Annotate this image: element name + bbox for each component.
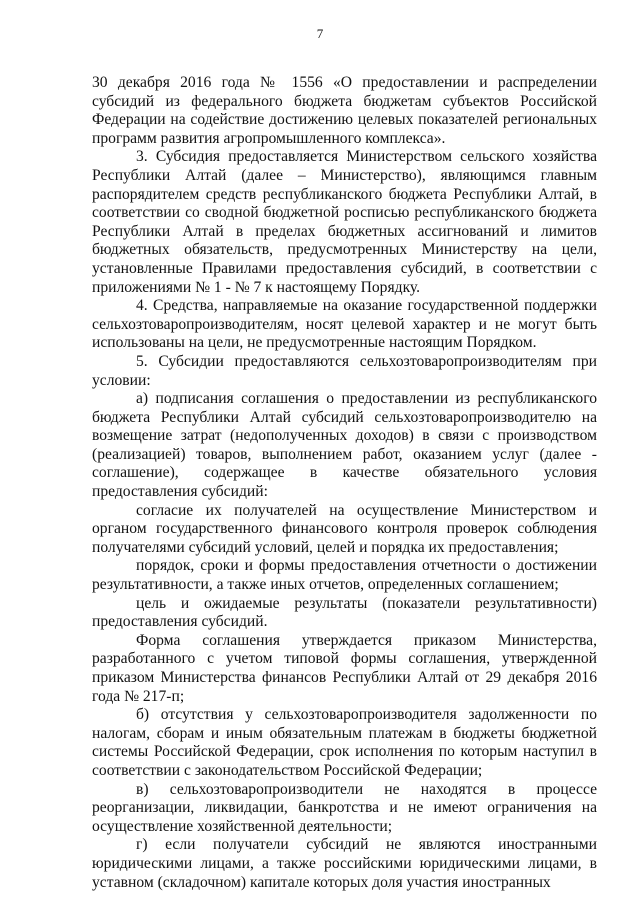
paragraph-4: 4. Средства, направляемые на оказание государственной поддержки сельхозтоваропроизводителям, носят целевой характер и не могут быть использованы на цели, не предусмотренные настоящим Порядком.: [92, 297, 597, 352]
page-number: 7: [316, 26, 324, 41]
paragraph-5: 5. Субсидии предоставляются сельхозтоваропроизводителям при условии:: [92, 352, 597, 389]
paragraph-5-a-reporting: порядок, сроки и формы предоставления отчетности о достижении результативности, а также иных отчетов, определенных соглашением;: [92, 557, 597, 594]
paragraph-continuation: 30 декабря 2016 года № 1556 «О предоставлении и распределении субсидий из федерального бюджета бюджетам субъектов Российской Федерации на содействие достижению целевых показателей региональных программ развития агропромышленного комплекса».: [92, 74, 597, 147]
paragraph-3: 3. Субсидия предоставляется Министерством сельского хозяйства Республики Алтай (далее – Министерство), являющимся главным распорядителем средств республиканского бюджета Республики Алтай, в соответствии со сводной бюджетной росписью республиканского бюджета Республики Алтай в пределах бюджетных ассигнований и лимитов бюджетных обязательств, предусмотренных Министерству на цели, установленные Правилами предоставления субсидий, в соответствии с приложениями № 1 - № 7 к настоящему Порядку.: [92, 148, 597, 296]
paragraph-5-b: б) отсутствия у сельхозтоваропроизводителя задолженности по налогам, сборам и иным обязательным платежам в бюджеты бюджетной системы Российской Федерации, срок исполнения по которым наступил в соответствии с законодательством Российской Федерации;: [92, 706, 597, 779]
document-body: [92, 74, 597, 892]
paragraph-5-v: в) сельхозтоваропроизводители не находятся в процессе реорганизации, ликвидации, банкротства и не имеют ограничения на осуществление хозяйственной деятельности;: [92, 780, 597, 835]
paragraph-5-g: г) если получатели субсидий не являются иностранными юридическими лицами, а также российскими юридическими лицами, в уставном (складочном) капитале которых доля участия иностранных: [92, 836, 597, 891]
paragraph-5-a-goal: цель и ожидаемые результаты (показатели результативности) предоставления субсидий.: [92, 594, 597, 631]
paragraph-5-a-form: Форма соглашения утверждается приказом Министерства, разработанного с учетом типовой формы соглашения, утвержденной приказом Министерства финансов Республики Алтай от 29 декабря 2016 года № 217-п;: [92, 631, 597, 705]
paragraph-5-a: а) подписания соглашения о предоставлении из республиканского бюджета Республики Алтай субсидий сельхозтоваропроизводителю на возмещение затрат (недополученных доходов) в связи с производством (реализацией) товаров, выполнением работ, оказанием услуг (далее - соглашение), содержащее в качестве обязательного условия предоставления субсидий:: [92, 390, 597, 501]
paragraph-5-a-consent: согласие их получателей на осуществление Министерством и органом государственного финансового контроля проверок соблюдения получателями субсидий условий, целей и порядка их предоставления;: [92, 501, 597, 556]
